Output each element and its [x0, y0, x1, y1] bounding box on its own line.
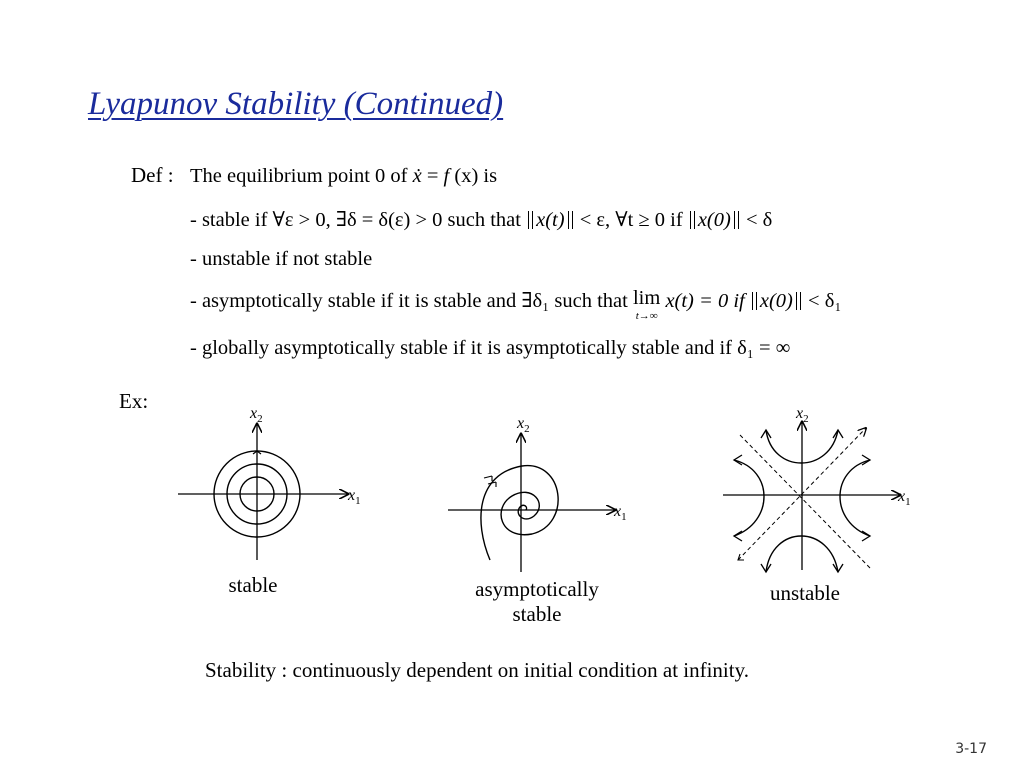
caption-unstable: unstable	[770, 581, 840, 605]
x2-label: $x_2$	[517, 415, 530, 435]
asym-middle: x(t) = 0 if	[665, 290, 745, 312]
slide-title: Lyapunov Stability (Continued)	[88, 86, 504, 122]
limit-operator: lim t→∞	[632, 287, 661, 322]
intro-arg: (x)	[449, 165, 479, 187]
intro-f: f	[443, 165, 450, 187]
global-definition: - globally asymptotically stable if it is asymptotically stable and if δ₁ = ∞	[190, 337, 791, 359]
norm-xt: x(t)	[528, 211, 572, 229]
x1-label: $x_1$	[348, 487, 361, 507]
stable-definition	[190, 207, 772, 232]
caption-stable: stable	[228, 573, 278, 597]
asym-tail: < δ₁	[808, 290, 842, 312]
intro-xdot: ẋ	[412, 165, 422, 187]
right-hyperbola	[840, 460, 870, 536]
intro-text: The equilibrium point 0 of	[190, 165, 408, 187]
asym-text: - asymptotically stable if it is stable and ∃δ₁ such that	[190, 290, 628, 312]
norm-x0: x(0)	[690, 211, 739, 229]
examples-label: Ex:	[119, 389, 149, 413]
asymptotic-definition	[190, 288, 842, 322]
page-number: 3-17	[955, 741, 987, 757]
intro-equals: =	[421, 165, 444, 187]
definition-label: Def :	[131, 163, 174, 187]
caption-asymptotically-stable: asymptotically stable	[475, 577, 599, 626]
x1-label: $x_1$	[898, 488, 911, 508]
stability-note: Stability : continuously dependent on initial condition at infinity.	[205, 658, 749, 682]
x2-label: $x_2$	[250, 405, 263, 425]
stable-phase-portrait	[170, 400, 370, 570]
norm-x0-asym: x(0)	[752, 292, 801, 310]
unstable-definition: - unstable if not stable	[190, 248, 373, 270]
x2-label: $x_2$	[796, 405, 809, 425]
left-hyperbola	[734, 460, 764, 536]
asymptotically-stable-phase-portrait	[440, 412, 640, 577]
x1-label: $x_1$	[614, 503, 627, 523]
stable-middle: < ε, ∀t ≥ 0 if	[579, 209, 683, 231]
stable-text: - stable if ∀ε > 0, ∃δ = δ(ε) > 0 such that	[190, 209, 521, 231]
definition-intro	[190, 165, 497, 188]
stable-manifold	[740, 435, 870, 568]
intro-tail: is	[478, 165, 498, 187]
unstable-phase-portrait	[720, 400, 920, 575]
stable-tail: < δ	[745, 209, 773, 231]
